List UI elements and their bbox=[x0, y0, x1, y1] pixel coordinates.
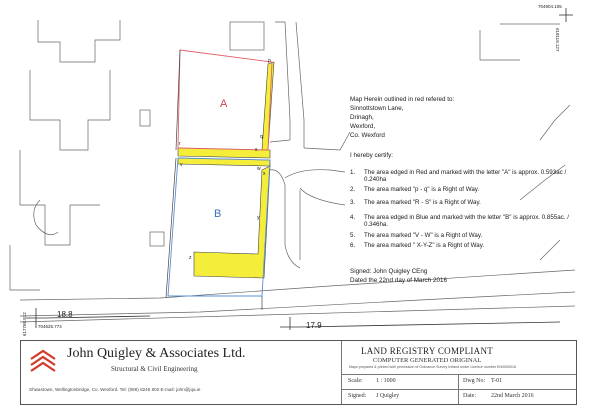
building bbox=[230, 22, 264, 50]
road-edge bbox=[300, 188, 345, 205]
point-v: v bbox=[180, 162, 183, 168]
item-number: 4. bbox=[350, 214, 356, 221]
right-of-way-x-y-z bbox=[194, 166, 270, 278]
road-edge bbox=[304, 132, 350, 150]
road-edge bbox=[270, 140, 290, 142]
item-text: The area marked "p - q" is a Right of Way. bbox=[364, 186, 480, 193]
grid-ref-left-vertical: 617768.812 bbox=[22, 312, 27, 336]
certificate-item bbox=[350, 232, 590, 240]
building-outline bbox=[30, 70, 110, 150]
road-edge bbox=[480, 30, 520, 60]
point-x: x bbox=[263, 171, 266, 177]
address-line: Drinagh, bbox=[350, 114, 374, 121]
certificate-heading: Map Herein outlined in red refered to: bbox=[350, 96, 455, 103]
company-subtitle: Structural & Civil Engineering bbox=[111, 365, 198, 373]
road-edge bbox=[540, 105, 570, 140]
certificate-item bbox=[350, 186, 590, 194]
company-contact: Shwastown, Wellingtonbridge, Co. Wexford. Tel: (086) 8245 802 E-mail: john@jqa.ie bbox=[29, 387, 201, 392]
main-road-edge bbox=[20, 292, 575, 316]
grid-ref-right: 618119.127 bbox=[555, 28, 560, 52]
generated-note: COMPUTER GENERATED ORIGINAL bbox=[373, 357, 482, 364]
address-line: Wexford, bbox=[350, 123, 376, 130]
dwg-value: T-01 bbox=[491, 378, 503, 384]
building-outline bbox=[38, 20, 120, 62]
date-label: Date: bbox=[463, 393, 476, 399]
plot-boundary bbox=[166, 158, 176, 298]
item-number: 6. bbox=[350, 242, 356, 249]
signed-label: Signed: bbox=[348, 393, 367, 399]
signed-line: Signed: John Quigley CEng bbox=[350, 268, 428, 275]
item-number: 5. bbox=[350, 232, 356, 239]
road-edge bbox=[275, 22, 290, 140]
compliance-title: LAND REGISTRY COMPLIANT bbox=[361, 346, 494, 356]
right-of-way-p-q bbox=[262, 62, 274, 150]
area-b-label: B bbox=[214, 208, 222, 220]
shed bbox=[150, 232, 164, 246]
certify-line: I hereby certify: bbox=[350, 152, 394, 159]
scale-label: Scale: bbox=[348, 378, 363, 384]
area-a-label: A bbox=[220, 98, 228, 110]
company-name: John Quigley & Associates Ltd. bbox=[67, 346, 246, 361]
certificate-item bbox=[350, 199, 590, 207]
point-y: y bbox=[257, 215, 260, 221]
dimension-center: 17.9 bbox=[306, 321, 322, 330]
address-line: Sinnottstown Lane, bbox=[350, 105, 404, 112]
signed-value: J Quigley bbox=[376, 393, 400, 399]
point-w: w bbox=[257, 166, 261, 172]
item-text: The area edged in Blue and marked with the letter "B" is approx. 0.855ac. / 0.346ha. bbox=[364, 214, 569, 229]
point-q: q bbox=[260, 134, 263, 140]
dimension-left: 18.8 bbox=[57, 310, 73, 319]
dimension-line bbox=[300, 322, 560, 327]
main-road-edge bbox=[20, 270, 575, 300]
item-number: 2. bbox=[350, 186, 356, 193]
title-block bbox=[20, 340, 577, 405]
scale-value: 1 : 1000 bbox=[376, 378, 396, 384]
road-edge bbox=[296, 22, 304, 148]
building-outline bbox=[20, 150, 100, 245]
shed bbox=[140, 110, 150, 126]
address-line: Co. Wexford bbox=[350, 132, 385, 139]
building-outline bbox=[10, 245, 40, 290]
certificate-item bbox=[350, 214, 590, 229]
certificate-item bbox=[350, 169, 590, 184]
point-r: r bbox=[179, 141, 181, 147]
road-edge bbox=[270, 170, 300, 268]
company-logo-icon bbox=[29, 349, 57, 377]
point-s: s bbox=[255, 147, 258, 153]
certificate-item bbox=[350, 242, 590, 250]
logo-chevron bbox=[31, 363, 55, 371]
item-number: 3. bbox=[350, 199, 356, 206]
license-note: Maps prepared & printed with permission of Ordnance Survey Ireland under Licence number EN0005016 bbox=[349, 365, 517, 369]
dated-line: Dated the 22nd day of March 2016 bbox=[350, 277, 447, 284]
item-text: The area edged in Red and marked with the letter "A" is approx. 0.593ac / 0.240ha bbox=[364, 169, 567, 184]
divider bbox=[458, 374, 459, 404]
point-p: p bbox=[268, 58, 271, 64]
road-edge bbox=[285, 170, 345, 178]
item-text: The area marked " X-Y-Z" is a Right of Way. bbox=[364, 242, 485, 249]
item-text: The area marked "R - S" is a Right of Way. bbox=[364, 199, 481, 206]
item-number: 1. bbox=[350, 169, 356, 176]
item-text: The area marked "V - W" is a Right of Way. bbox=[364, 232, 483, 239]
date-value: 22nd March 2016 bbox=[491, 393, 534, 399]
grid-ref-top: 704904.105 bbox=[538, 4, 562, 9]
point-z: z bbox=[189, 255, 192, 261]
divider bbox=[341, 341, 342, 404]
grid-ref-left-bottom: 704625.774 bbox=[38, 324, 62, 329]
dwg-label: Dwg No: bbox=[463, 378, 486, 384]
